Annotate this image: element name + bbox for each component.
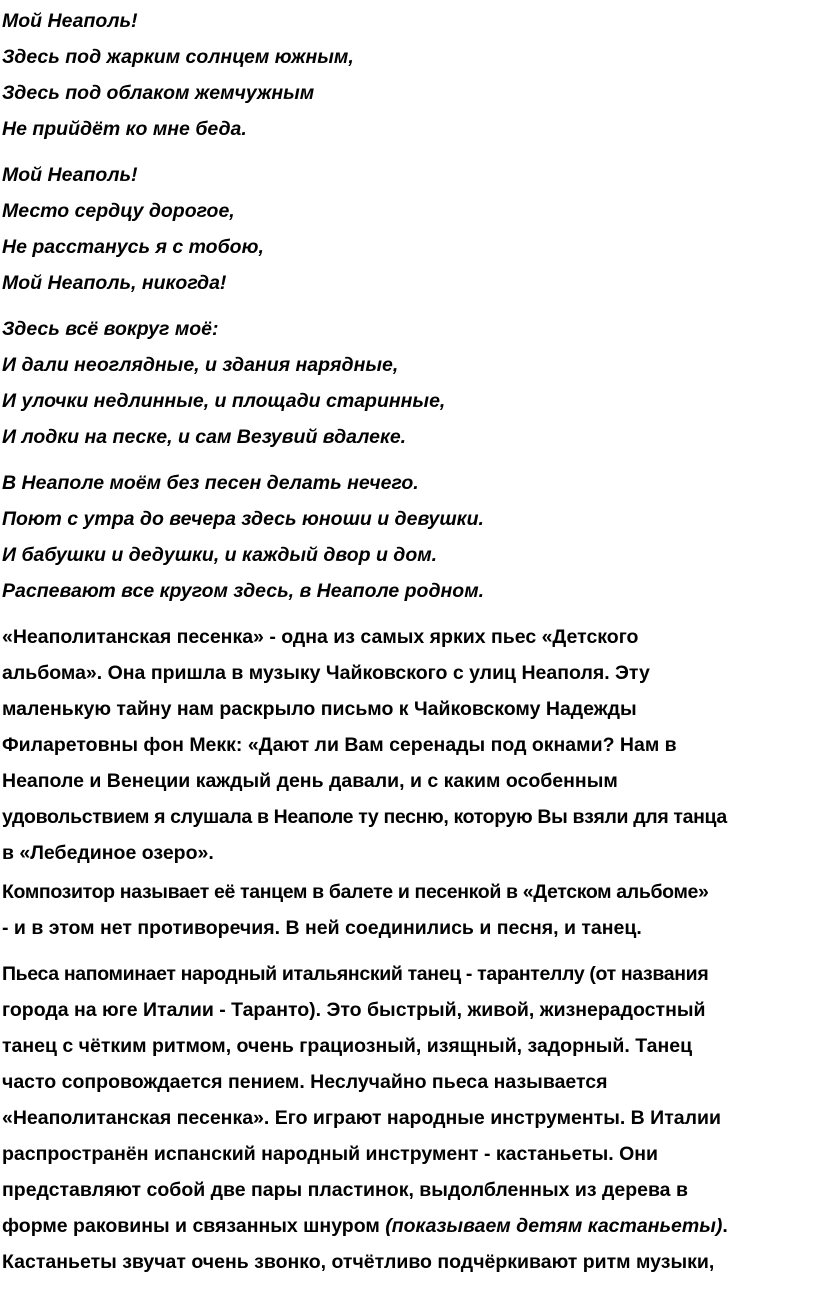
- song-stanza-3: [2, 311, 445, 455]
- paragraph-line: представляют собой две пары пластинок, выдолбленных из дерева в: [2, 1179, 688, 1201]
- line-text: .: [722, 1215, 728, 1237]
- stanza-line: Не прийдёт ко мне беда.: [2, 118, 247, 140]
- stanza-line: И дали неоглядные, и здания нарядные,: [2, 354, 399, 376]
- song-stanza-1: [2, 3, 354, 147]
- paragraph-line: «Неаполитанская песенка» - одна из самых ярких пьес «Детского: [2, 626, 639, 648]
- stanza-line: Не расстанусь я с тобою,: [2, 236, 264, 258]
- paragraph-line: маленькую тайну нам раскрыло письмо к Чайковскому Надежды: [2, 698, 637, 720]
- line-text: форме раковины и связанных шнуром: [2, 1215, 386, 1237]
- paragraph-line: удовольствием я слушала в Неаполе ту песню, которую Вы взяли для танца: [2, 806, 727, 828]
- song-stanza-2: [2, 157, 264, 301]
- stanza-line: Мой Неаполь!: [2, 10, 138, 32]
- stanza-line: Распевают все кругом здесь, в Неаполе родном.: [2, 580, 485, 602]
- paragraph-tarantella: [2, 956, 814, 1280]
- song-stanza-4: [2, 465, 484, 609]
- stage-direction: (показываем детям кастаньеты): [385, 1215, 723, 1237]
- paragraph-line: «Неаполитанская песенка». Его играют народные инструменты. В Италии: [2, 1107, 721, 1129]
- paragraph-line: Неаполе и Венеции каждый день давали, и с каким особенным: [2, 770, 618, 792]
- stanza-line: И улочки недлинные, и площади старинные,: [2, 390, 446, 412]
- paragraph-tchaikovsky-letter: [2, 619, 814, 871]
- paragraph-line: танец с чётким ритмом, очень грациозный, изящный, задорный. Танец: [2, 1035, 693, 1057]
- stanza-line: Здесь всё вокруг моё:: [2, 318, 219, 340]
- paragraph-line: - и в этом нет противоречия. В ней соединились и песня, и танец.: [2, 917, 642, 939]
- stanza-line: Мой Неаполь, никогда!: [2, 272, 227, 294]
- stanza-line: Место сердцу дорогое,: [2, 200, 235, 222]
- stanza-line: Здесь под облаком жемчужным: [2, 82, 315, 104]
- paragraph-line: Композитор называет её танцем в балете и песенкой в «Детском альбоме»: [2, 881, 709, 903]
- paragraph-line: часто сопровождается пением. Неслучайно пьеса называется: [2, 1071, 608, 1093]
- paragraph-line: распространён испанский народный инструмент - кастаньеты. Они: [2, 1143, 659, 1165]
- paragraph-dance-and-song: [2, 874, 814, 946]
- paragraph-line-mixed: [2, 1208, 814, 1244]
- stanza-line: Мой Неаполь!: [2, 164, 138, 186]
- paragraph-line: альбома». Она пришла в музыку Чайковского с улиц Неаполя. Эту: [2, 662, 650, 684]
- paragraph-line: Кастаньеты звучат очень звонко, отчётливо подчёркивают ритм музыки,: [2, 1251, 715, 1273]
- stanza-line: Здесь под жарким солнцем южным,: [2, 46, 354, 68]
- stanza-line: И лодки на песке, и сам Везувий вдалеке.: [2, 426, 407, 448]
- paragraph-line: в «Лебединое озеро».: [2, 842, 214, 864]
- stanza-line: И бабушки и дедушки, и каждый двор и дом.: [2, 544, 438, 566]
- paragraph-line: Филаретовны фон Мекк: «Дают ли Вам серенады под окнами? Нам в: [2, 734, 677, 756]
- paragraph-line: города на юге Италии - Таранто). Это быстрый, живой, жизнерадостный: [2, 999, 706, 1021]
- paragraph-line: Пьеса напоминает народный итальянский танец - тарантеллу (от названия: [2, 963, 709, 985]
- stanza-line: Поют с утра до вечера здесь юноши и девушки.: [2, 508, 484, 530]
- stanza-line: В Неаполе моём без песен делать нечего.: [2, 472, 419, 494]
